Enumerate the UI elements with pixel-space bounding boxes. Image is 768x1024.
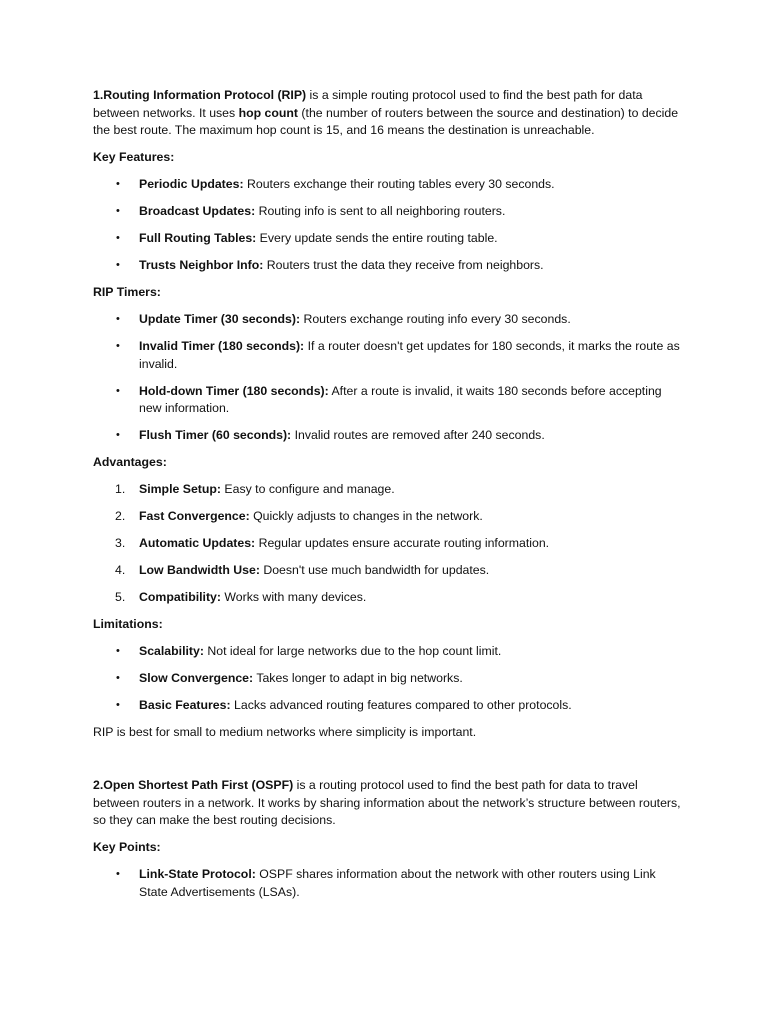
item-text: OSPF shares information about the network with other routers using Link State Advertisements (LSAs). [139, 867, 656, 899]
item-text: Takes longer to adapt in big networks. [253, 671, 463, 685]
ospf-intro-title: 2.Open Shortest Path First (OSPF) [93, 778, 294, 792]
list-item [93, 338, 683, 373]
ospf-intro-paragraph [93, 777, 683, 830]
item-number: 4. [115, 563, 126, 577]
item-label: Update Timer (30 seconds): [139, 312, 301, 326]
list-item [93, 311, 683, 329]
item-label: Low Bandwidth Use: [139, 563, 260, 577]
bullet-icon: • [116, 384, 120, 397]
key-points-heading: Key Points: [93, 840, 161, 854]
bullet-icon: • [116, 313, 120, 325]
list-item [93, 670, 683, 688]
key-features-heading: Key Features: [93, 150, 175, 164]
item-text: Doesn't use much bandwidth for updates. [259, 563, 490, 577]
item-label: Link-State Protocol: [139, 867, 256, 881]
item-text: Lacks advanced routing features compared to other protocols. [230, 698, 572, 712]
rip-timers-list [93, 311, 683, 445]
item-number: 2. [115, 509, 126, 523]
advantages-list [93, 481, 683, 607]
bullet-icon: • [116, 205, 120, 217]
bullet-icon: • [116, 699, 120, 711]
bullet-icon: • [116, 259, 120, 271]
list-item [93, 508, 683, 526]
item-text: Quickly adjusts to changes in the network. [249, 509, 483, 523]
item-label: Broadcast Updates: [139, 204, 256, 218]
item-label: Simple Setup: [139, 482, 221, 496]
item-number: 1. [115, 482, 126, 496]
document-page [93, 87, 683, 911]
rip-intro-text-b: (the number of routers between the source and destination) to decide the best route. The maximum hop count is 15, and 16 means the destination is unreachable. [93, 105, 679, 137]
item-text: Routing info is sent to all neighboring routers. [255, 204, 506, 218]
limitations-heading: Limitations: [93, 617, 163, 631]
advantages-heading: Advantages: [93, 455, 167, 469]
item-label: Full Routing Tables: [139, 231, 257, 245]
item-text: Routers exchange their routing tables every 30 seconds. [243, 177, 555, 191]
item-label: Fast Convergence: [139, 509, 250, 523]
item-label: Flush Timer (60 seconds): [139, 428, 292, 442]
limitations-list [93, 643, 683, 715]
section-spacer [93, 751, 683, 777]
item-label: Compatibility: [139, 590, 221, 604]
list-item [93, 203, 683, 221]
ospf-intro-text: is a routing protocol used to find the best path for data to travel between routers in a network. It works by sharing information about the network’s structure between routers, so they can make the best routing decisions. [93, 778, 681, 827]
item-text: Every update sends the entire routing table. [256, 231, 498, 245]
item-label: Scalability: [139, 644, 204, 658]
rip-intro-title: 1.Routing Information Protocol (RIP) [93, 88, 307, 102]
item-text: Not ideal for large networks due to the hop count limit. [203, 644, 502, 658]
list-item [93, 481, 683, 499]
item-text: Routers exchange routing info every 30 seconds. [300, 312, 571, 326]
list-item [93, 383, 683, 418]
item-number: 5. [115, 590, 126, 604]
item-text: Routers trust the data they receive from neighbors. [263, 258, 544, 272]
item-text: Regular updates ensure accurate routing information. [255, 536, 550, 550]
list-item [93, 589, 683, 607]
rip-summary: RIP is best for small to medium networks where simplicity is important. [93, 725, 477, 739]
list-item [93, 427, 683, 445]
rip-timers-heading: RIP Timers: [93, 285, 161, 299]
key-features-list [93, 176, 683, 275]
list-item [93, 535, 683, 553]
item-text: Works with many devices. [220, 590, 367, 604]
rip-intro-bold-term: hop count [238, 105, 299, 120]
key-points-list [93, 866, 683, 901]
rip-intro-paragraph [93, 87, 683, 140]
item-label: Trusts Neighbor Info: [139, 258, 264, 272]
item-text: Invalid routes are removed after 240 seconds. [291, 428, 545, 442]
item-text: After a route is invalid, it waits 180 seconds before accepting new information. [139, 383, 662, 415]
item-label: Hold-down Timer (180 seconds): [139, 383, 329, 398]
list-item [93, 643, 683, 661]
list-item [93, 562, 683, 580]
item-label: Invalid Timer (180 seconds): [139, 339, 305, 353]
item-label: Automatic Updates: [139, 536, 256, 550]
bullet-icon: • [116, 232, 120, 244]
item-text: If a router doesn't get updates for 180 seconds, it marks the route as invalid. [139, 339, 680, 371]
item-label: Periodic Updates: [139, 177, 244, 191]
list-item [93, 866, 683, 901]
bullet-icon: • [116, 178, 120, 190]
item-label: Basic Features: [139, 698, 231, 712]
rip-intro-text-a: is a simple routing protocol used to find the best path for data between networks. It uses [93, 88, 643, 120]
bullet-icon: • [116, 645, 120, 657]
item-label: Slow Convergence: [139, 671, 254, 685]
item-number: 3. [115, 536, 126, 550]
list-item [93, 697, 683, 715]
bullet-icon: • [116, 868, 120, 880]
bullet-icon: • [116, 672, 120, 684]
list-item [93, 257, 683, 275]
bullet-icon: • [116, 429, 120, 441]
bullet-icon: • [116, 340, 120, 352]
list-item [93, 230, 683, 248]
item-text: Easy to configure and manage. [221, 482, 395, 496]
list-item [93, 176, 683, 194]
